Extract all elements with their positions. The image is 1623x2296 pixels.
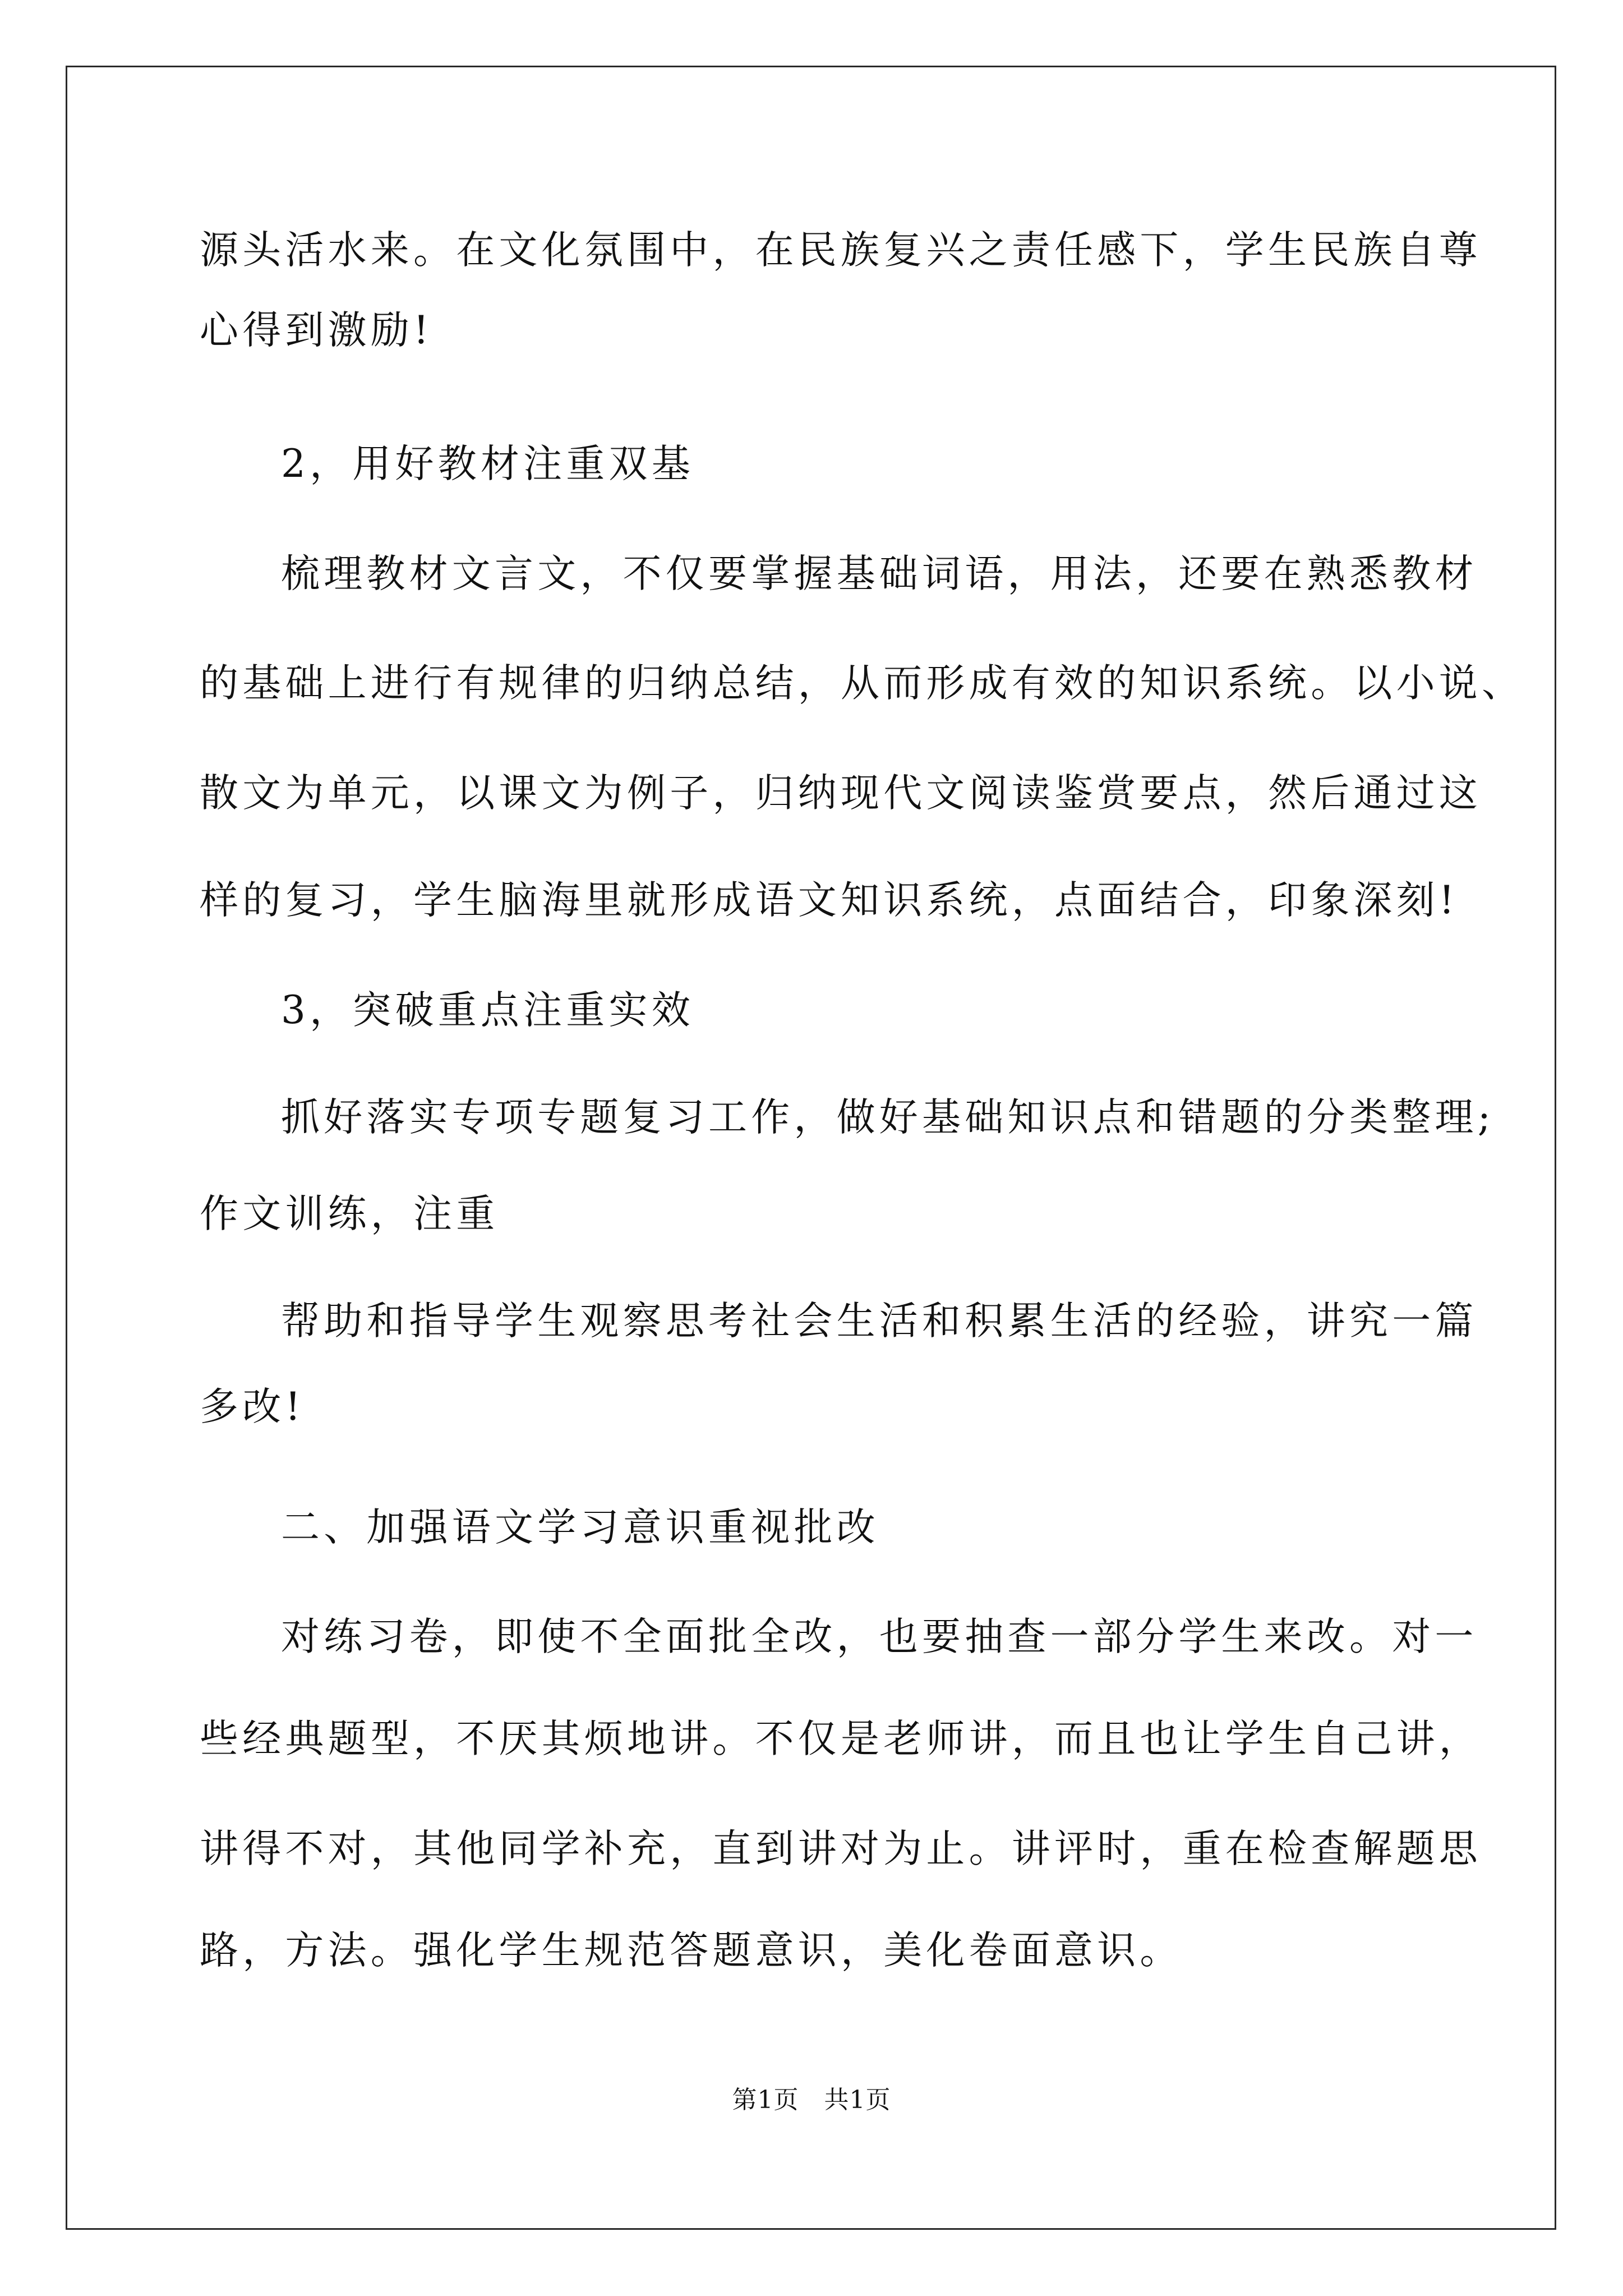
- paragraph-line: 源头活水来。在文化氛围中，在民族复兴之责任感下，学生民族自尊: [200, 228, 1482, 273]
- page-border: [66, 66, 1556, 2230]
- paragraph-line: 心得到激励!: [200, 308, 433, 353]
- page-footer: 第1页 共1页: [732, 2086, 891, 2114]
- paragraph-line: 样的复习，学生脑海里就形成语文知识系统，点面结合，印象深刻!: [200, 878, 1459, 923]
- paragraph-line: 些经典题型，不厌其烦地讲。不仅是老师讲，而且也让学生自己讲，: [200, 1717, 1482, 1761]
- paragraph-line: 梳理教材文言文，不仅要掌握基础词语，用法，还要在熟悉教材: [281, 551, 1478, 596]
- paragraph-line: 多改!: [200, 1384, 305, 1429]
- section-heading: 3，突破重点注重实效: [281, 988, 694, 1033]
- section-heading: 2，用好教材注重双基: [281, 441, 694, 486]
- paragraph-line: 路，方法。强化学生规范答题意识，美化卷面意识。: [200, 1928, 1183, 1973]
- paragraph-line: 对练习卷，即使不全面批全改，也要抽查一部分学生来改。对一: [281, 1614, 1478, 1659]
- paragraph-line: 散文为单元，以课文为例子，归纳现代文阅读鉴赏要点，然后通过这: [200, 771, 1482, 816]
- paragraph-line: 作文训练，注重: [200, 1191, 499, 1236]
- paragraph-line: 讲得不对，其他同学补充，直到讲对为止。讲评时，重在检查解题思: [200, 1826, 1482, 1871]
- paragraph-line: 的基础上进行有规律的归纳总结，从而形成有效的知识系统。以小说、: [200, 661, 1525, 706]
- paragraph-line: 帮助和指导学生观察思考社会生活和积累生活的经验，讲究一篇: [281, 1299, 1478, 1343]
- section-heading: 二、加强语文学习意识重视批改: [281, 1505, 879, 1550]
- paragraph-line: 抓好落实专项专题复习工作，做好基础知识点和错题的分类整理;: [281, 1095, 1495, 1140]
